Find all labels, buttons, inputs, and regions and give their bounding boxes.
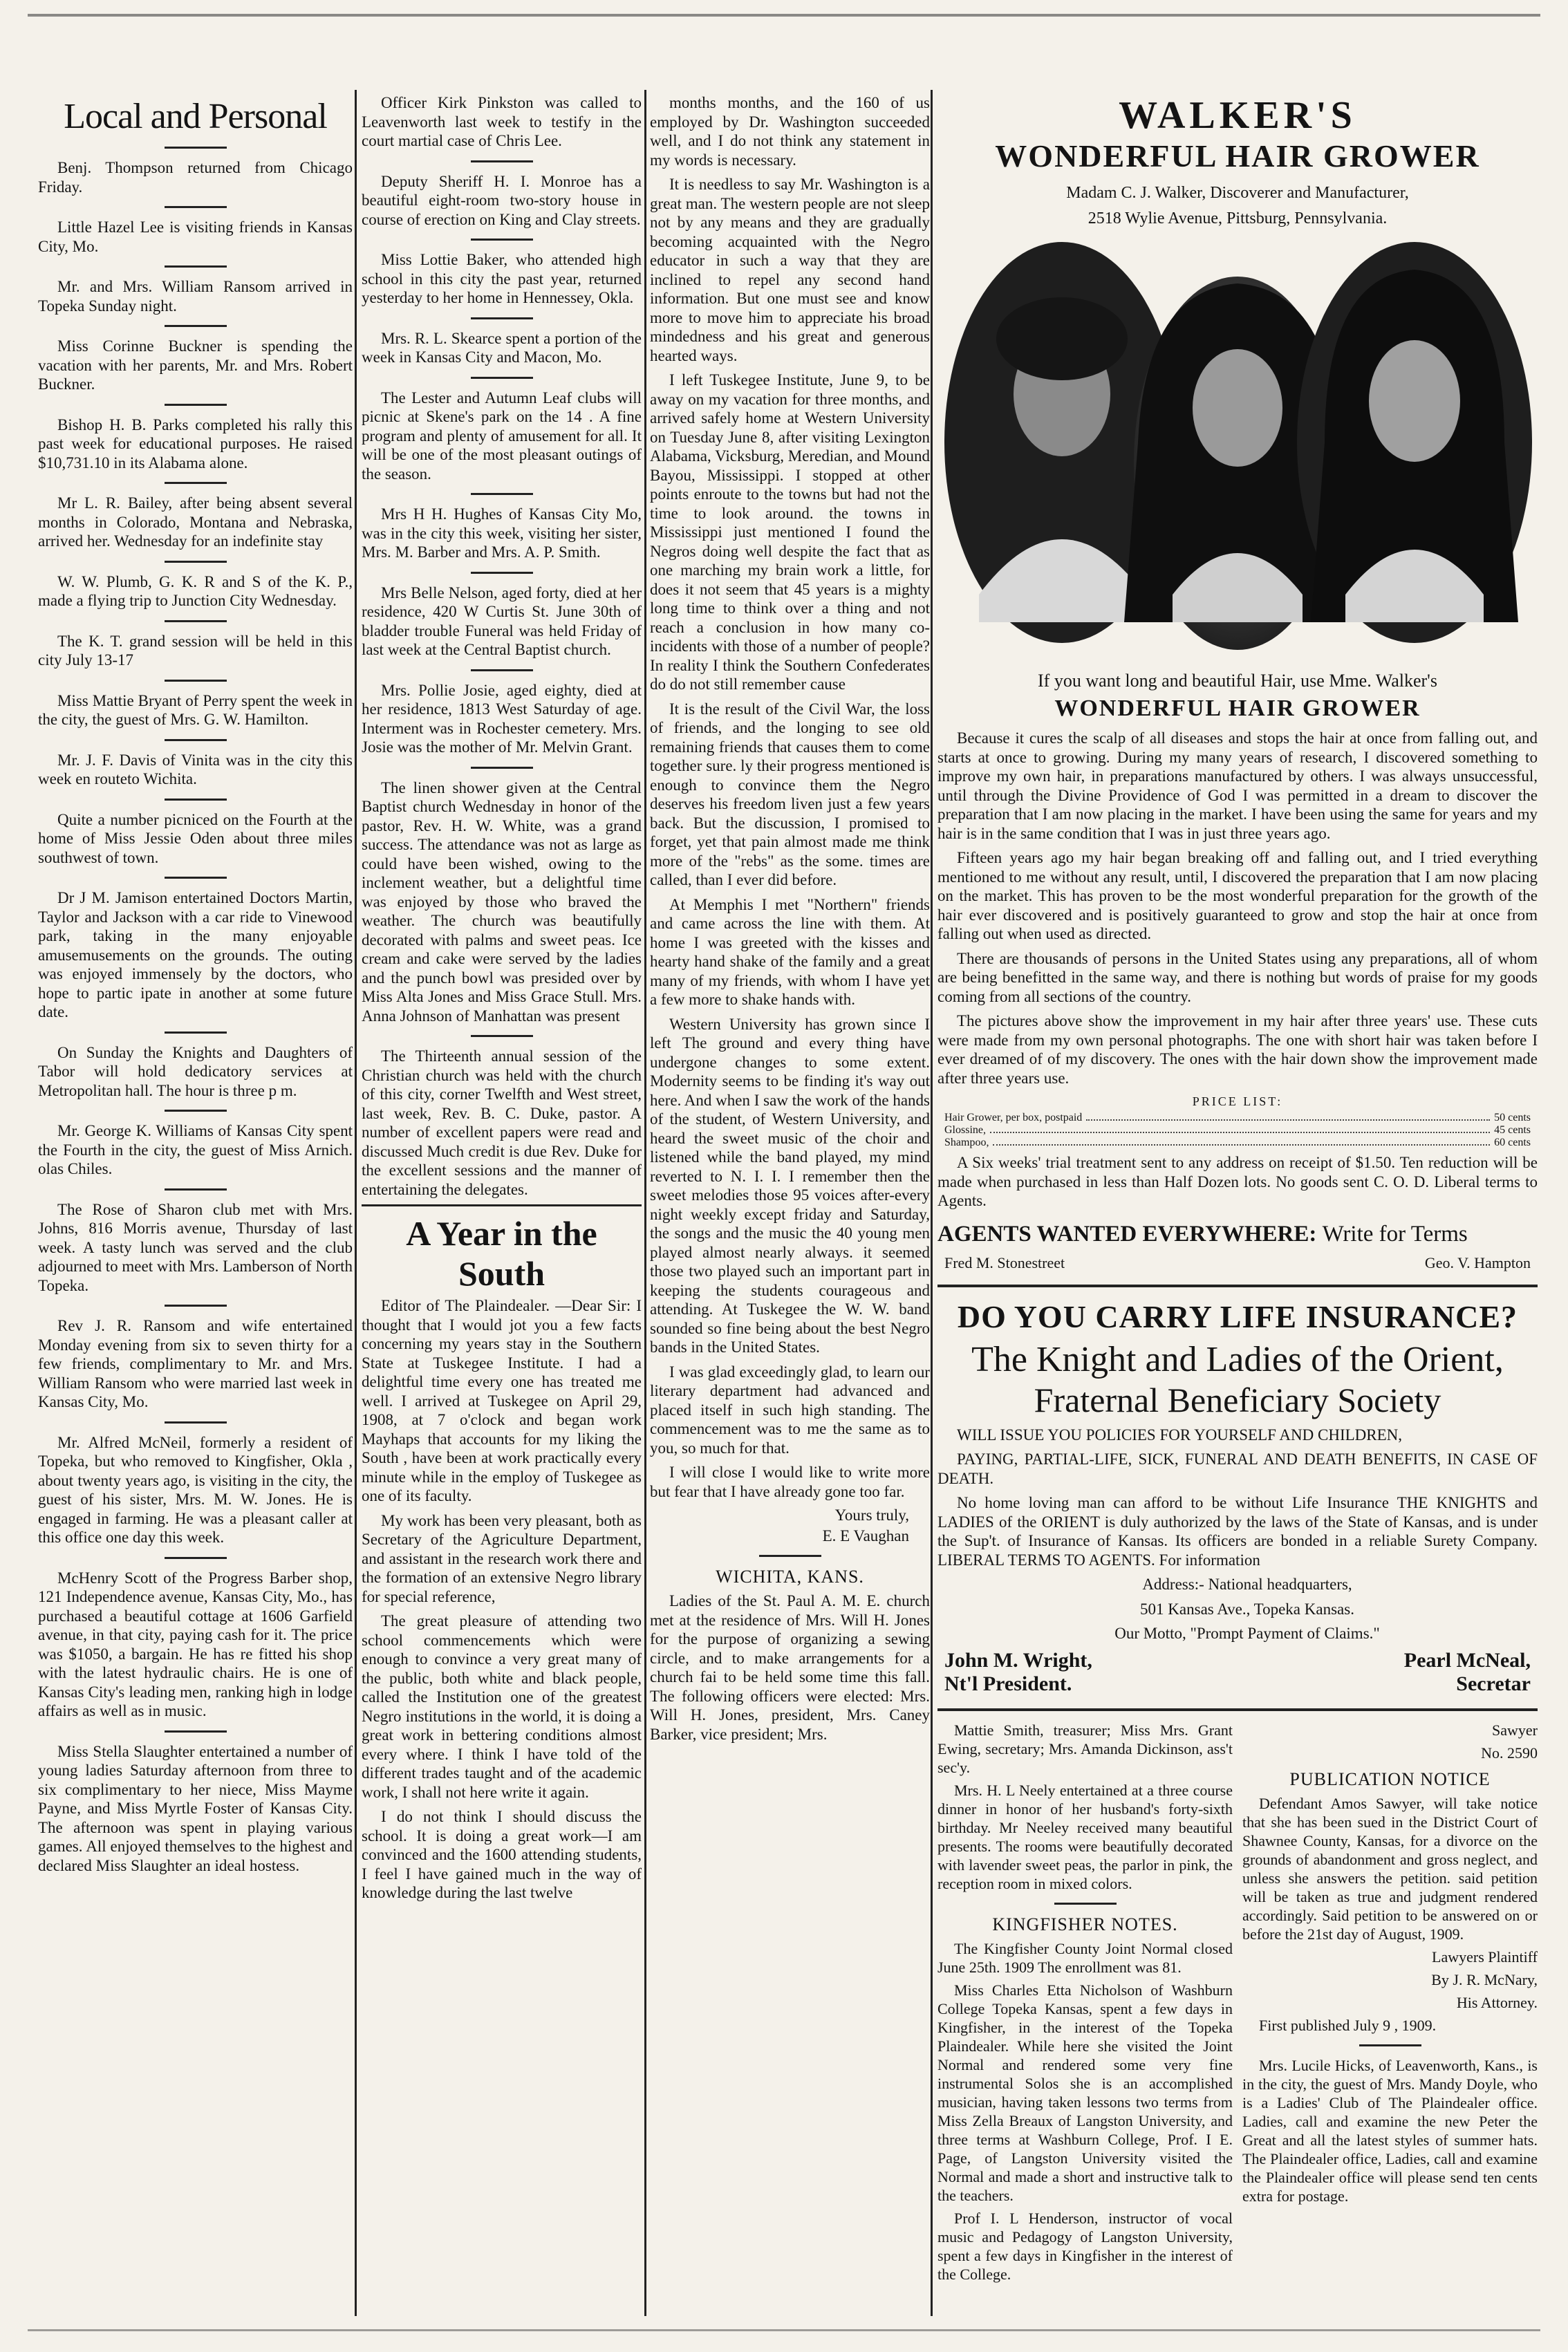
ad-product-name: WONDERFUL HAIR GROWER (995, 138, 1480, 174)
notice-signature: By J. R. McNary, (1431, 1970, 1538, 1988)
news-item: Mattie Smith, treasurer; Miss Mrs. Grant Ewing, secretary; Mrs. Amanda Dickinson, ass't sec'y. (937, 1721, 1233, 1776)
subcolumn-left (937, 1721, 1233, 2288)
separator (165, 739, 227, 741)
price-item: Glossine, (944, 1124, 986, 1136)
article-paragraph: It is needless to say Mr. Washington is a great man. The western people are not sleep not by any means and they are gradually becoming acquainted with the Negro educator in such a way that they are inclined to repel any second hand information. But one must see and know more to move him to appreciate his broad mindedness and his great and generous hearted ways. (650, 176, 930, 364)
separator (471, 317, 533, 319)
price-value: 45 cents (1494, 1124, 1531, 1136)
news-item: The linen shower given at the Central Baptist church Wednesday in honor of the pastor, Rev. H. W. White, was a grand success. The attendance was not as large as could have been wished, owing to the inclement weather, but a delightful time was enjoyed by those who braved the weather. The church was beautifully decorated with palms and sweet peas. Ice cream and cake were served by the ladies and the punch bowl was presided over by Miss Alta Jones and Miss Grace Stull. Mrs. Anna Johnson of Manhattan was present (362, 778, 642, 1025)
separator (165, 1032, 227, 1034)
agents-wanted-label: AGENTS WANTED EVERYWHERE: (937, 1221, 1317, 1247)
signature-left: Fred M. Stonestreet (944, 1253, 1065, 1271)
separator (165, 206, 227, 208)
separator (165, 1730, 227, 1733)
article-paragraph: The great pleasure of attending two school commencements which were enough to convince a very great many of the public, both white and black people, called the Institution one of the greatest Negro institutions in the world, it is doing a great work in bettering conditions almost every where. I think I have told of the different trades taught and of the academic work, I shall not here write it again. (362, 1612, 642, 1801)
separator (471, 239, 533, 241)
legal-notice: Defendant Amos Sawyer, will take notice that she has been sued in the District Court of Shawnee County, Kansas, for a divorce on the grounds of abandonment and gross neglect, and unless she answers the petition. said petition will be taken as true and judgment rendered accordingly. Said petition to be answered on or before the 21st day of August, 1909. (1242, 1794, 1538, 1943)
officer-title-president: Nt'l President. (944, 1672, 1072, 1695)
news-item: McHenry Scott of the Progress Barber shop, 121 Independence avenue, Kansas City, Mo., has purchased a beautiful cottage at 1606 Garfield avenue, in that city, paying cash for it. The price was $1050, a bargain. He has re fitted his shop with the latest hydraulic chairs. He is one of Kansas City's leading men, ranking high in lodge affairs as well as in music. (38, 1569, 353, 1719)
price-value: 50 cents (1494, 1112, 1531, 1123)
news-item: Little Hazel Lee is visiting friends in Kansas City, Mo. (38, 218, 353, 255)
separator (165, 620, 227, 622)
column-article-continued (650, 93, 930, 2316)
news-item: Mrs. Pollie Josie, aged eighty, died at her residence, 1813 West Saturday of age. Interment was in Rochester cemetery. Mrs. Josie was the mother of Mr. Melvin Grant. (362, 681, 642, 756)
news-item: The K. T. grand session will be held in this city July 13-17 (38, 632, 353, 669)
price-item: Shampoo, (944, 1137, 989, 1148)
column-rule (931, 90, 933, 2316)
news-item: Mr. Alfred McNeil, formerly a resident of Topeka, but who removed to Kingfisher, Okla , about twenty years ago, is visiting in the city, the guest of his sister, Mrs. M. W. Jones. He is engaged in farming. He was a pleasant caller at this office one day this week. (38, 1433, 353, 1546)
separator (165, 147, 227, 149)
ad-signatures (944, 1254, 1531, 1272)
ad-fine-print: The pictures above show the improvement in my hair after three years' use. These cuts were made from my own personal photographs. The one with short hair was taken before I ever dreamed of of my discovery. The ones with the hair down show the improvement made after three years use. (937, 1012, 1538, 1087)
society-type: Fraternal Beneficiary Society (1034, 1380, 1441, 1419)
separator (165, 1110, 227, 1112)
news-item: Mrs Belle Nelson, aged forty, died at her residence, 420 W Curtis St. June 30th of bladder trouble Funeral was held Friday of last week at the Central Baptist church. (362, 584, 642, 658)
separator (471, 669, 533, 671)
insurance-line: No home loving man can afford to be without Life Insurance THE KNIGHTS and LADIES of the ORIENT is duly authorized by the laws of the State of Kansas, and is under the Sup't. of Insurance of Kansas. Its officers are bonded in a reliable Surety Company. LIBERAL TERMS TO AGENTS. For information (937, 1494, 1538, 1569)
separator (165, 561, 227, 563)
news-item: Bishop H. B. Parks completed his rally this past week for educational purposes. He raised $10,731.10 in its Alabama alone. (38, 416, 353, 472)
news-item: W. W. Plumb, G. K. R and S of the K. P., made a flying trip to Junction City Wednesday. (38, 572, 353, 609)
portrait-photos (937, 235, 1538, 664)
news-item: Ladies of the St. Paul A. M. E. church met at the residence of Mrs. Will H. Jones for the purpose of organizing a sewing circle, and to make arrangements for a church fai to be held some time this fall. The following officers were elected: Mrs. Will H. Jones, president, Mrs. Caney Barker, vice president; Mrs. (650, 1592, 930, 1743)
ad-pitch: If you want long and beautiful Hair, use Mme. Walker's (1038, 671, 1437, 691)
portrait-photos-illustration (937, 235, 1538, 664)
society-name: The Knight and Ladies of the Orient, (971, 1339, 1504, 1379)
price-row (944, 1112, 1531, 1124)
news-item: On Sunday the Knights and Daughters of Tabor will hold dedicatory services at Metropolitan hall. The hour is three p m. (38, 1043, 353, 1099)
heading-kingfisher-notes: KINGFISHER NOTES. (992, 1914, 1178, 1934)
separator (165, 1421, 227, 1424)
separator (471, 493, 533, 495)
ad-address-line: Madam C. J. Walker, Discoverer and Manufacturer, (1066, 184, 1409, 202)
bottom-edge-rule (28, 2329, 1540, 2331)
article-paragraph: I do not think I should discuss the school. It is doing a great work—I am convinced and the 1600 attending students, I feel I have gained much in the way of knowledge during the last twelve (362, 1808, 642, 1901)
insurance-question: DO YOU CARRY LIFE INSURANCE? (957, 1298, 1518, 1334)
bottom-subcolumns (937, 1721, 1538, 2288)
article-paragraph: At Memphis I met "Northern" friends and came across the line with them. At home I was greeted with the kisses and hearty hand shake of the family and a great many of my friends, with whom I have yet a few more to shake hands with. (650, 895, 930, 1008)
article-paragraph: It is the result of the Civil War, the loss of friends, and the longing to see old remaining friends that causes them to come together sure. ly their progress mentioned is enough to convince them the Negro deserves his freedom liven just a few years back. But the discussion, I promised to forget, yet that pain almost made me think more of the "rebs" as the some. times are called, than I ever did before. (650, 700, 930, 888)
news-item: Miss Charles Etta Nicholson of Washburn College Topeka Kansas, spent a few days in Kingfisher, in the interest of the Topeka Plaindealer. While here she visited the Joint Normal and rendered some very fine instrumental Solos she is an accomplished musician, having taken lessons two terms from Miss Zella Breaux of Langston University, and three terms at Washburn College, Prof. I E. Page, of Langston University visited the Normal and made a short and instructive talk to the teachers. (937, 1981, 1233, 2204)
separator (471, 572, 533, 574)
separator (1054, 1903, 1117, 1905)
separator (165, 1188, 227, 1191)
article-paragraph: Western University has grown since I left The ground and every thing have undergone changes to some extent. Modernity seems to be finding it's way out here. And when I saw the work of the hands of the student, of Western University, and heard the sweet music of the choir and listened while the band played, my mind reverted to N. I. I. I remember then the sweet melodies those 95 voices after-every night weekly except friday and Saturday, the songs and the music the 40 young men played almost nearly always. it seemed those two played such an important part in keeping the students courageous and attending. At Tuskegee the W. W. band sounded so fine being about the best Negro bands in the United States. (650, 1015, 930, 1356)
column-news-2 (362, 93, 642, 2316)
column-rule (644, 90, 646, 2316)
news-item: The Rose of Sharon club met with Mrs. Johns, 816 Morris avenue, Thursday of last week. A tasty lunch was served and the club adjourned to meet with Mrs. Lamberson of North Topeka. (38, 1200, 353, 1294)
news-item: Dr J M. Jamison entertained Doctors Martin, Taylor and Jackson with a car ride to Vinewood park, taking in the many enjoyable amusemusements on the grounds. The outing was enjoyed immensely by the doctors, who hope to partic ipate in another at some future date. (38, 889, 353, 1020)
price-row (944, 1124, 1531, 1137)
column-rule (355, 90, 357, 2316)
signature-right: Geo. V. Hampton (1424, 1253, 1531, 1271)
section-heading-local-personal: Local and Personal (64, 97, 327, 136)
notice-signature: Lawyers Plaintiff (1432, 1948, 1538, 1966)
separator (165, 877, 227, 879)
article-paragraph: months months, and the 160 of us employed by Dr. Washington succeeded well, and I do not think any statement in my words is necessary. (650, 94, 930, 169)
separator (471, 1035, 533, 1037)
news-item: The Kingfisher County Joint Normal closed June 25th. 1909 The enrollment was 81. (937, 1939, 1233, 1976)
officer-titles (944, 1672, 1531, 1696)
news-item: Benj. Thompson returned from Chicago Friday. (38, 159, 353, 196)
news-item: Mrs. R. L. Skearce spent a portion of the week in Kansas City and Macon, Mo. (362, 329, 642, 366)
case-number: No. 2590 (1481, 1744, 1538, 1762)
insurance-line: WILL ISSUE YOU POLICIES FOR YOURSELF AND CHILDREN, (957, 1426, 1403, 1444)
separator (471, 160, 533, 162)
price-list-title: PRICE LIST: (1192, 1094, 1283, 1108)
price-row (944, 1137, 1531, 1149)
separator (165, 265, 227, 268)
notice-signature: His Attorney. (1456, 1993, 1538, 2011)
ad-life-insurance (937, 1298, 1538, 1711)
top-edge-rule (28, 14, 1540, 17)
news-item: Mrs. H. L Neely entertained at a three course dinner in honor of her husband's forty-sixth birthday. Mr Neeley received many beautiful presents. The rooms were beautifully decorated with lavender sweet peas, the parlor in pink, the reception room in mixed colors. (937, 1781, 1233, 1892)
insurance-motto: Our Motto, "Prompt Payment of Claims." (1114, 1625, 1380, 1642)
separator (165, 404, 227, 406)
separator (165, 1305, 227, 1307)
news-item: Miss Corinne Buckner is spending the vacation with her parents, Mr. and Mrs. Robert Buckner. (38, 337, 353, 393)
separator (165, 482, 227, 484)
separator (165, 1557, 227, 1559)
agents-wanted (937, 1222, 1538, 1247)
news-item: Rev J. R. Ransom and wife entertained Monday evening from six to seven thirty for a few friends, complimentary to Mr. and Mrs. William Ransom who were married last week in Kansas City, Mo. (38, 1317, 353, 1410)
news-item: Miss Stella Slaughter entertained a number of young ladies Saturday afternoon from three to six complimentary to her niece, Miss Mayme Payne, and Miss Myrtle Foster of Kansas City. The afternoon was spent in playing various games. All enjoyed themselves to the highest and declared Miss Slaughter an ideal hostess. (38, 1742, 353, 1874)
article-paragraph: I will close I would like to write more but fear that I have already gone too far. (650, 1464, 930, 1500)
news-item: Mr. J. F. Davis of Vinita was in the city this week en routeto Wichita. (38, 751, 353, 787)
heading-wichita: WICHITA, KANS. (716, 1567, 864, 1587)
column-advertisements (937, 93, 1538, 2316)
news-item: Miss Lottie Baker, who attended high school in this city the past year, returned yesterday to her home in Hennessey, Okla. (362, 251, 642, 306)
news-item: Mr. and Mrs. William Ransom arrived in Topeka Sunday night. (38, 278, 353, 315)
ad-fine-print: A Six weeks' trial treatment sent to any address on receipt of $1.50. Ten reduction will be made when purchased in less than Half Dozen lots. No goods sent C. O. D. Liberal terms to Agents. (937, 1154, 1538, 1209)
insurance-line: PAYING, PARTIAL-LIFE, SICK, FUNERAL AND DEATH BENEFITS, IN CASE OF DEATH. (937, 1450, 1538, 1487)
ad-fine-print: Fifteen years ago my hair began breaking off and falling out, and I tried everything mentioned to me without any result, until, I discovered the preparation that I am now placing on the market. This has proven to be the most wonderful preparation for the growth of the hair ever discovered and is positively guaranteed to grow and stop the hair at once from falling out when used as directed. (937, 849, 1538, 942)
article-paragraph: I left Tuskegee Institute, June 9, to be away on my vacation for three months, and arrived safely home at Western University on Tuesday June 8, after visiting Lexington Alabama, Vicksburg, Meredian, and Mound Bayou, Mississippi. I stopped at other points enroute to the towns but had not the time to look around. the towns in Mississippi just mentioned I found the Negros doing well despite the fact that as one marching my brain work a little, for does it not seem that 45 years is a mighty long time to think over a thing and not reach a conclusion in how many co-incidents with those of a number of people? In reality I think the Southern Confederates do do not still remember cause (650, 371, 930, 693)
article-paragraph: My work has been very pleasant, both as Secretary of the Agriculture Department, and assistant in the research work there and the formation of an extensive Negro library for special reference, (362, 1511, 642, 1605)
ad-fine-print: Because it cures the scalp of all diseases and stops the hair at once from falling out, and starts at once to growing. During my many years of research, I discovered something to improve my own hair, in preparations manufactured by others. I was always unsuccessful, until through the Divine Providence of God I was permitted in a dream to discover the preparation that I am now placing in the market. I have been using the same for years and my hair is in the same condition that I was in just three years ago. (937, 729, 1538, 842)
news-item: Mr L. R. Bailey, after being absent several months in Colorado, Montana and Nebraska, arrived her. Wednesday for an indefinite stay (38, 494, 353, 550)
officer-president: John M. Wright, (944, 1648, 1092, 1672)
news-item: The Lester and Autumn Leaf clubs will picnic at Skene's park on the 14 . A fine program and plenty of amusement for all. It will be one of the most pleasant outings of the season. (362, 389, 642, 483)
separator (759, 1555, 821, 1557)
agents-wanted-tail: Write for Terms (1322, 1221, 1468, 1247)
ad-brand-name: WALKER'S (1119, 94, 1356, 137)
news-item: Quite a number picniced on the Fourth at the home of Miss Jessie Oden about three miles southwest of town. (38, 810, 353, 866)
news-item: Miss Mattie Bryant of Perry spent the week in the city, the guest of Mrs. G. W. Hamilton. (38, 691, 353, 728)
separator (471, 767, 533, 769)
ad-address-line: 2518 Wylie Avenue, Pittsburg, Pennsylvania. (1088, 209, 1388, 227)
news-item: Mr. George K. Williams of Kansas City spent the Fourth in the city, the guest of Miss Arnich. olas Chiles. (38, 1122, 353, 1177)
article-heading-year-in-south: A Year in the South (362, 1204, 642, 1294)
notice-line: Sawyer (1492, 1721, 1538, 1739)
officer-title-secretary: Secretar (1456, 1672, 1531, 1695)
separator (1359, 2044, 1421, 2046)
news-item: The Thirteenth annual session of the Christian church was held with the church of this city, corner Twelfth and West street, last week, Rev. B. C. Duke, pastor. A number of excellent papers were read and discussed Much credit is due Rev. Duke for the excellent sessions and the manner of entertaining the delegates. (362, 1047, 642, 1198)
news-item: Officer Kirk Pinkston was called to Leavenworth last week to testify in the court martial case of Chris Lee. (362, 94, 642, 149)
article-paragraph: I was glad exceedingly glad, to learn our literary department had advanced and placed itself in such high standing. The commencement was to me the same as to you, so much for that. (650, 1363, 930, 1457)
heading-publication-notice: PUBLICATION NOTICE (1289, 1768, 1491, 1789)
news-item: Mrs. Lucile Hicks, of Leavenworth, Kans., is in the city, the guest of Mrs. Mandy Doyle, who is a Ladies' Club of The Plaindealer office. Ladies, call and examine the new Peter the Great and all the latest styles of summer hats. The Plaindealer office, Ladies, call and examine the Plaindealer office will please send ten cents extra for postage. (1242, 2056, 1538, 2205)
article-paragraph: Editor of The Plaindealer. —Dear Sir: I thought that I would jot you a few facts concerning my years stay in the Southern State at Tuskegee Institute. I had a delightful time every one has treated me well. I arrived at Tuskegee on April 29, 1908, at 7 o'clock and began work Mayhaps that accounts for my liking the South , have been at work practically every minute while in the employ of Tuskegee as one of its faculty. (362, 1297, 642, 1504)
column-local-personal (38, 93, 353, 2316)
ad-fine-print: There are thousands of persons in the United States using any preparations, all of whom are being benefitted in the same way, and there is nothing but words of praise for my goods coming from all sections of the country. (937, 949, 1538, 1005)
news-item: Deputy Sheriff H. I. Monroe has a beautiful eight-room two-story house in course of erection on King and Clay streets. (362, 172, 642, 228)
officer-names (944, 1649, 1531, 1672)
insurance-address: 501 Kansas Ave., Topeka Kansas. (1140, 1600, 1354, 1618)
news-item: Prof I. L Henderson, instructor of vocal music and Pedagogy of Langston University, spent a few days in Kingfisher in the interest of the College. (937, 2209, 1233, 2283)
price-item: Hair Grower, per box, postpaid (944, 1112, 1083, 1123)
officer-secretary: Pearl McNeal, (1403, 1648, 1531, 1672)
subcolumn-right (1242, 1721, 1538, 2288)
separator (165, 325, 227, 327)
news-item: Mrs H H. Hughes of Kansas City Mo, was in the city this week, visiting her sister, Mrs. M. Barber and Mrs. A. P. Smith. (362, 505, 642, 561)
ad-product-heading: WONDERFUL HAIR GROWER (1054, 696, 1421, 721)
insurance-address-label: Address:- National headquarters, (1142, 1576, 1352, 1593)
price-value: 60 cents (1494, 1137, 1531, 1148)
first-published: First published July 9 , 1909. (1259, 2016, 1437, 2034)
letter-signature: E. E Vaughan (822, 1527, 909, 1544)
separator (165, 799, 227, 801)
separator (471, 377, 533, 379)
letter-closing: Yours truly, (834, 1506, 909, 1524)
separator (165, 680, 227, 682)
ad-walkers-hair-grower (937, 93, 1538, 1287)
